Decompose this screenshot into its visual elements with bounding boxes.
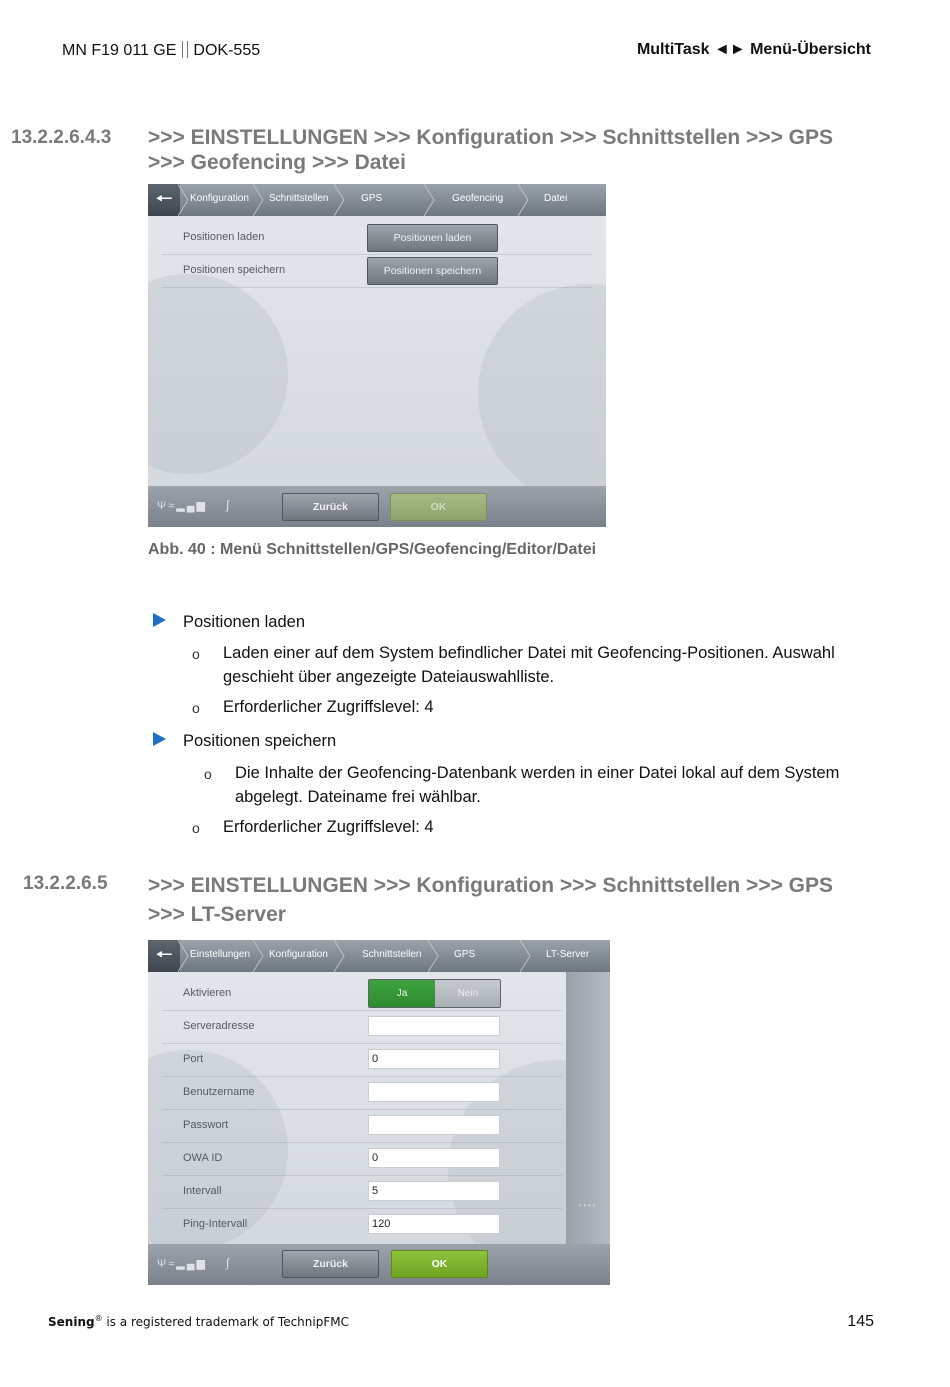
back-button[interactable]: Zurück: [282, 1250, 379, 1278]
field-label: Benutzername: [183, 1086, 255, 1098]
row-divider: [162, 1043, 562, 1044]
sub-bullet-text: Erforderlicher Zugriffslevel: 4: [223, 698, 434, 716]
breadcrumb-chevron-icon: [424, 184, 436, 216]
section-title: [148, 125, 868, 175]
bluetooth-icon: ∫: [226, 498, 230, 512]
doc-number: MN F19 011 GE: [62, 42, 177, 59]
back-button[interactable]: Zurück: [282, 493, 379, 521]
activate-label: Aktivieren: [183, 987, 232, 999]
row-divider: [162, 1175, 562, 1176]
header-title: MultiTask ◄► Menü-Übersicht: [636, 41, 871, 58]
ok-button[interactable]: OK: [391, 1250, 488, 1278]
section-number: 13.2.2.6.4.3: [11, 127, 112, 148]
save-positions-button[interactable]: Positionen speichern: [367, 257, 498, 285]
geofencing-file-screen: [148, 184, 606, 527]
bullet-title: Positionen speichern: [183, 732, 337, 750]
row-divider: [162, 254, 592, 255]
bluetooth-icon: ∫: [226, 1256, 230, 1270]
breadcrumb-item[interactable]: Schnittstellen: [362, 949, 422, 960]
row-divider: [162, 1076, 562, 1077]
gear-decoration: [148, 274, 288, 474]
page-number: 145: [847, 1313, 874, 1330]
breadcrumb-bar: [148, 940, 610, 972]
signal-icon: ▂▄▆: [176, 1258, 207, 1270]
sub-bullet-text: Erforderlicher Zugriffslevel: 4: [223, 818, 434, 836]
back-arrow-icon[interactable]: 🠔: [148, 184, 180, 216]
breadcrumb-chevron-icon: [334, 940, 346, 972]
breadcrumb-item[interactable]: Geofencing: [452, 193, 504, 204]
breadcrumb-item-current[interactable]: Datei: [544, 193, 568, 204]
breadcrumb-chevron-icon: [178, 184, 190, 216]
sub-bullet-marker: o: [192, 700, 200, 716]
breadcrumb-item[interactable]: Konfiguration: [269, 949, 328, 960]
field-label: Port: [183, 1053, 204, 1065]
brand-name: Sening: [48, 1315, 95, 1329]
field-label: OWA ID: [183, 1152, 223, 1164]
field-label: Ping-Intervall: [183, 1218, 248, 1230]
trademark-text: is a registered trademark of TechnipFMC: [102, 1315, 349, 1329]
status-icons: [157, 499, 207, 512]
breadcrumb-chevron-icon: [520, 940, 532, 972]
interval-input[interactable]: 5: [368, 1181, 500, 1201]
breadcrumb-chevron-icon: [253, 184, 265, 216]
scroll-down-icon[interactable]: ․․․․: [578, 1197, 597, 1209]
port-input[interactable]: 0: [368, 1049, 500, 1069]
gps-icon: ≈: [168, 1258, 177, 1270]
server-address-input[interactable]: [368, 1016, 500, 1036]
bottom-bar: [148, 486, 606, 527]
section-title-line1: >>> EINSTELLUNGEN >>> Konfiguration >>> Schnittstellen >>> GPS: [148, 874, 834, 897]
breadcrumb-chevron-icon: [178, 940, 190, 972]
breadcrumb-chevron-icon: [518, 184, 530, 216]
section-number: 13.2.2.6.5: [23, 873, 108, 894]
bullet-title: Positionen laden: [183, 613, 306, 631]
registered-mark: ®: [94, 1314, 103, 1323]
breadcrumb-chevron-icon: [428, 940, 440, 972]
toggle-no-option[interactable]: Nein: [435, 980, 501, 1007]
breadcrumb-chevron-icon: [253, 940, 265, 972]
activate-toggle[interactable]: [368, 979, 501, 1008]
load-positions-button[interactable]: Positionen laden: [367, 224, 498, 252]
section-title: [148, 871, 868, 929]
breadcrumb-item[interactable]: Schnittstellen: [269, 193, 329, 204]
section-title-line1: >>> EINSTELLUNGEN >>> Konfiguration >>> Schnittstellen >>> GPS: [148, 126, 834, 149]
header-doc-id: [62, 41, 260, 60]
footer-trademark: [48, 1314, 349, 1329]
row-divider: [162, 1109, 562, 1110]
password-input[interactable]: [368, 1115, 500, 1135]
signal-icon: ▂▄▆: [176, 500, 207, 512]
gear-decoration: [478, 284, 606, 504]
figure-caption: Abb. 40 : Menü Schnittstellen/GPS/Geofencing/Editor/Datei: [148, 541, 597, 558]
bottom-bar: [148, 1244, 610, 1285]
breadcrumb-item[interactable]: Einstellungen: [190, 949, 251, 960]
ok-button-disabled[interactable]: OK: [390, 493, 487, 521]
sub-bullet-marker: o: [192, 820, 200, 836]
toggle-yes-option[interactable]: Ja: [369, 980, 435, 1007]
back-arrow-icon[interactable]: 🠔: [148, 940, 180, 972]
usb-icon: Ψ: [157, 500, 169, 512]
save-positions-label: Positionen speichern: [183, 264, 286, 276]
sub-bullet-text: Laden einer auf dem System befindlicher Datei mit Geofencing-Positionen. Auswahl geschieht über angezeigte Dateiauswahlliste.: [223, 644, 835, 686]
scrollbar[interactable]: [566, 972, 610, 1245]
breadcrumb-chevron-icon: [334, 184, 346, 216]
breadcrumb-item[interactable]: GPS: [361, 193, 383, 204]
breadcrumb-item[interactable]: GPS: [454, 949, 476, 960]
breadcrumb-bar: [148, 184, 606, 216]
doc-reference: DOK-555: [193, 42, 261, 59]
sub-bullet-text: Die Inhalte der Geofencing-Datenbank werden in einer Datei lokal auf dem System abgelegt. Dateiname frei wählbar.: [235, 764, 840, 806]
sub-bullet-marker: o: [204, 766, 212, 782]
section-title-line2: >>> LT-Server: [148, 903, 286, 926]
bullet-triangle-icon: [153, 613, 166, 627]
section-title-line2: >>> Geofencing >>> Datei: [148, 151, 406, 174]
field-label: Intervall: [183, 1185, 222, 1197]
lt-server-screen: [148, 940, 610, 1285]
row-divider: [162, 1208, 562, 1209]
row-divider: [162, 1142, 562, 1143]
usb-icon: Ψ: [157, 1258, 169, 1270]
header-separator: [182, 41, 188, 58]
bullet-triangle-icon: [153, 732, 166, 746]
field-label: Serveradresse: [183, 1020, 255, 1032]
field-label: Passwort: [183, 1119, 229, 1131]
owa-id-input[interactable]: 0: [368, 1148, 500, 1168]
breadcrumb-item[interactable]: Konfiguration: [190, 193, 249, 204]
row-divider: [162, 287, 592, 288]
status-icons: [157, 1257, 207, 1270]
row-divider: [162, 1010, 562, 1011]
ping-interval-input[interactable]: 120: [368, 1214, 500, 1234]
username-input[interactable]: [368, 1082, 500, 1102]
sub-bullet-marker: o: [192, 646, 200, 662]
gps-icon: ≈: [168, 500, 177, 512]
breadcrumb-item-current[interactable]: LT-Server: [546, 949, 590, 960]
load-positions-label: Positionen laden: [183, 231, 265, 243]
